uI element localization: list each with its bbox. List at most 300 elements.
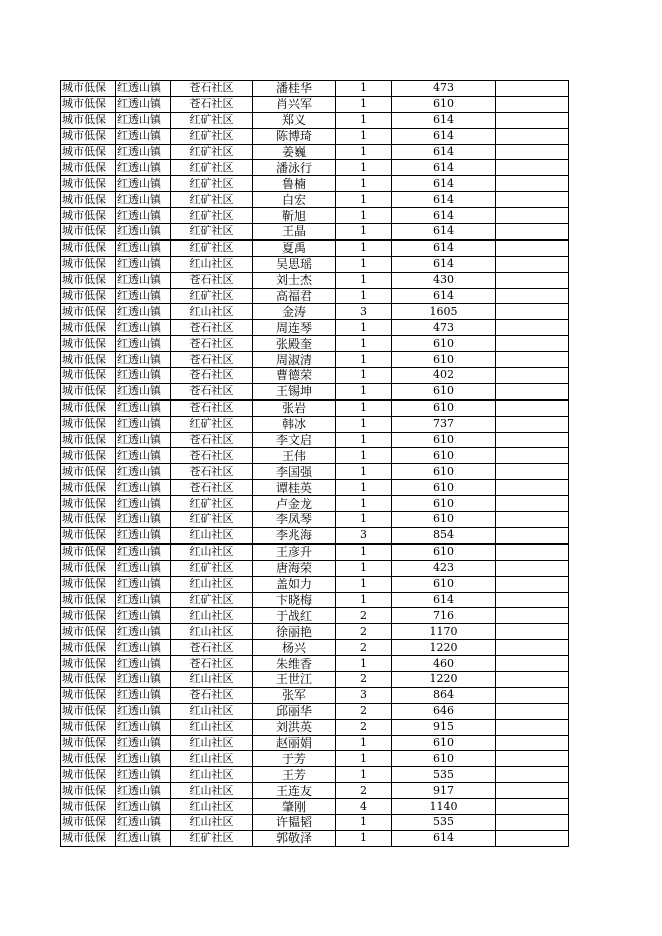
town-cell[interactable]: 红透山镇 — [116, 320, 171, 336]
town-cell[interactable]: 红透山镇 — [116, 719, 171, 735]
name-cell[interactable]: 卢金龙 — [253, 496, 336, 512]
note-cell[interactable] — [496, 176, 569, 192]
note-cell[interactable] — [496, 751, 569, 767]
town-cell[interactable]: 红透山镇 — [116, 368, 171, 384]
name-cell[interactable]: 曹德荣 — [253, 368, 336, 384]
name-cell[interactable]: 王彦升 — [253, 544, 336, 560]
town-cell[interactable]: 红透山镇 — [116, 608, 171, 624]
note-cell[interactable] — [496, 336, 569, 352]
household-count-cell[interactable]: 2 — [336, 640, 392, 656]
community-cell[interactable]: 红矿社区 — [171, 128, 253, 144]
program-cell[interactable]: 城市低保 — [61, 719, 116, 735]
amount-cell[interactable]: 460 — [392, 656, 496, 672]
household-count-cell[interactable]: 2 — [336, 624, 392, 640]
amount-cell[interactable]: 614 — [392, 192, 496, 208]
amount-cell[interactable]: 610 — [392, 336, 496, 352]
program-cell[interactable]: 城市低保 — [61, 112, 116, 128]
household-count-cell[interactable]: 1 — [336, 416, 392, 432]
name-cell[interactable]: 李文启 — [253, 432, 336, 448]
program-cell[interactable]: 城市低保 — [61, 512, 116, 528]
amount-cell[interactable]: 1220 — [392, 640, 496, 656]
amount-cell[interactable]: 610 — [392, 448, 496, 464]
community-cell[interactable]: 红矿社区 — [171, 830, 253, 846]
name-cell[interactable]: 于芳 — [253, 751, 336, 767]
community-cell[interactable]: 红山社区 — [171, 608, 253, 624]
amount-cell[interactable]: 614 — [392, 160, 496, 176]
town-cell[interactable]: 红透山镇 — [116, 144, 171, 160]
amount-cell[interactable]: 610 — [392, 480, 496, 496]
household-count-cell[interactable]: 1 — [336, 656, 392, 672]
name-cell[interactable]: 张殿奎 — [253, 336, 336, 352]
name-cell[interactable]: 谭桂英 — [253, 480, 336, 496]
household-count-cell[interactable]: 1 — [336, 160, 392, 176]
town-cell[interactable]: 红透山镇 — [116, 560, 171, 576]
household-count-cell[interactable]: 1 — [336, 400, 392, 416]
program-cell[interactable]: 城市低保 — [61, 176, 116, 192]
amount-cell[interactable]: 915 — [392, 719, 496, 735]
household-count-cell[interactable]: 1 — [336, 383, 392, 399]
name-cell[interactable]: 徐丽艳 — [253, 624, 336, 640]
name-cell[interactable]: 夏禹 — [253, 240, 336, 256]
name-cell[interactable]: 唐海荣 — [253, 560, 336, 576]
note-cell[interactable] — [496, 208, 569, 224]
note-cell[interactable] — [496, 624, 569, 640]
community-cell[interactable]: 苍石社区 — [171, 480, 253, 496]
community-cell[interactable]: 红矿社区 — [171, 560, 253, 576]
amount-cell[interactable]: 430 — [392, 272, 496, 288]
program-cell[interactable]: 城市低保 — [61, 656, 116, 672]
community-cell[interactable]: 红山社区 — [171, 751, 253, 767]
note-cell[interactable] — [496, 383, 569, 399]
name-cell[interactable]: 邱丽华 — [253, 703, 336, 719]
name-cell[interactable]: 陈博琦 — [253, 128, 336, 144]
community-cell[interactable]: 红山社区 — [171, 814, 253, 830]
name-cell[interactable]: 刘士杰 — [253, 272, 336, 288]
amount-cell[interactable]: 473 — [392, 81, 496, 97]
program-cell[interactable]: 城市低保 — [61, 320, 116, 336]
amount-cell[interactable]: 614 — [392, 112, 496, 128]
community-cell[interactable]: 苍石社区 — [171, 432, 253, 448]
town-cell[interactable]: 红透山镇 — [116, 640, 171, 656]
household-count-cell[interactable]: 1 — [336, 336, 392, 352]
household-count-cell[interactable]: 1 — [336, 512, 392, 528]
note-cell[interactable] — [496, 544, 569, 560]
program-cell[interactable]: 城市低保 — [61, 128, 116, 144]
town-cell[interactable]: 红透山镇 — [116, 544, 171, 560]
name-cell[interactable]: 刘洪英 — [253, 719, 336, 735]
program-cell[interactable]: 城市低保 — [61, 544, 116, 560]
community-cell[interactable]: 红山社区 — [171, 544, 253, 560]
name-cell[interactable]: 张军 — [253, 687, 336, 703]
community-cell[interactable]: 红山社区 — [171, 719, 253, 735]
town-cell[interactable]: 红透山镇 — [116, 624, 171, 640]
name-cell[interactable]: 张岩 — [253, 400, 336, 416]
amount-cell[interactable]: 614 — [392, 830, 496, 846]
amount-cell[interactable]: 646 — [392, 703, 496, 719]
program-cell[interactable]: 城市低保 — [61, 687, 116, 703]
program-cell[interactable]: 城市低保 — [61, 799, 116, 815]
name-cell[interactable]: 王伟 — [253, 448, 336, 464]
note-cell[interactable] — [496, 830, 569, 846]
amount-cell[interactable]: 614 — [392, 256, 496, 272]
community-cell[interactable]: 红山社区 — [171, 576, 253, 592]
town-cell[interactable]: 红透山镇 — [116, 81, 171, 97]
amount-cell[interactable]: 716 — [392, 608, 496, 624]
name-cell[interactable]: 吴思瑶 — [253, 256, 336, 272]
name-cell[interactable]: 赵丽娟 — [253, 735, 336, 751]
program-cell[interactable]: 城市低保 — [61, 96, 116, 112]
household-count-cell[interactable]: 1 — [336, 224, 392, 240]
household-count-cell[interactable]: 1 — [336, 352, 392, 368]
community-cell[interactable]: 红矿社区 — [171, 176, 253, 192]
household-count-cell[interactable]: 1 — [336, 432, 392, 448]
town-cell[interactable]: 红透山镇 — [116, 656, 171, 672]
household-count-cell[interactable]: 3 — [336, 304, 392, 320]
household-count-cell[interactable]: 2 — [336, 783, 392, 799]
name-cell[interactable]: 韩冰 — [253, 416, 336, 432]
household-count-cell[interactable]: 2 — [336, 719, 392, 735]
household-count-cell[interactable]: 1 — [336, 735, 392, 751]
name-cell[interactable]: 于战红 — [253, 608, 336, 624]
note-cell[interactable] — [496, 512, 569, 528]
program-cell[interactable]: 城市低保 — [61, 272, 116, 288]
name-cell[interactable]: 王芳 — [253, 767, 336, 783]
town-cell[interactable]: 红透山镇 — [116, 96, 171, 112]
community-cell[interactable]: 红矿社区 — [171, 592, 253, 608]
note-cell[interactable] — [496, 640, 569, 656]
program-cell[interactable]: 城市低保 — [61, 464, 116, 480]
town-cell[interactable]: 红透山镇 — [116, 751, 171, 767]
amount-cell[interactable]: 610 — [392, 735, 496, 751]
program-cell[interactable]: 城市低保 — [61, 432, 116, 448]
name-cell[interactable]: 王晶 — [253, 224, 336, 240]
community-cell[interactable]: 红矿社区 — [171, 160, 253, 176]
program-cell[interactable]: 城市低保 — [61, 416, 116, 432]
program-cell[interactable]: 城市低保 — [61, 81, 116, 97]
note-cell[interactable] — [496, 144, 569, 160]
community-cell[interactable]: 红山社区 — [171, 304, 253, 320]
household-count-cell[interactable]: 4 — [336, 799, 392, 815]
household-count-cell[interactable]: 1 — [336, 448, 392, 464]
town-cell[interactable]: 红透山镇 — [116, 416, 171, 432]
note-cell[interactable] — [496, 480, 569, 496]
town-cell[interactable]: 红透山镇 — [116, 592, 171, 608]
household-count-cell[interactable]: 1 — [336, 830, 392, 846]
amount-cell[interactable]: 1140 — [392, 799, 496, 815]
town-cell[interactable]: 红透山镇 — [116, 288, 171, 304]
name-cell[interactable]: 姜巍 — [253, 144, 336, 160]
amount-cell[interactable]: 614 — [392, 224, 496, 240]
program-cell[interactable]: 城市低保 — [61, 208, 116, 224]
program-cell[interactable]: 城市低保 — [61, 527, 116, 543]
amount-cell[interactable]: 535 — [392, 814, 496, 830]
amount-cell[interactable]: 614 — [392, 176, 496, 192]
household-count-cell[interactable]: 1 — [336, 256, 392, 272]
note-cell[interactable] — [496, 240, 569, 256]
community-cell[interactable]: 苍石社区 — [171, 640, 253, 656]
amount-cell[interactable]: 614 — [392, 144, 496, 160]
community-cell[interactable]: 红矿社区 — [171, 416, 253, 432]
community-cell[interactable]: 红矿社区 — [171, 512, 253, 528]
note-cell[interactable] — [496, 735, 569, 751]
town-cell[interactable]: 红透山镇 — [116, 272, 171, 288]
community-cell[interactable]: 红矿社区 — [171, 288, 253, 304]
note-cell[interactable] — [496, 703, 569, 719]
town-cell[interactable]: 红透山镇 — [116, 527, 171, 543]
amount-cell[interactable]: 610 — [392, 512, 496, 528]
amount-cell[interactable]: 610 — [392, 400, 496, 416]
town-cell[interactable]: 红透山镇 — [116, 160, 171, 176]
name-cell[interactable]: 金涛 — [253, 304, 336, 320]
community-cell[interactable]: 红矿社区 — [171, 144, 253, 160]
town-cell[interactable]: 红透山镇 — [116, 480, 171, 496]
amount-cell[interactable]: 610 — [392, 576, 496, 592]
note-cell[interactable] — [496, 400, 569, 416]
note-cell[interactable] — [496, 560, 569, 576]
program-cell[interactable]: 城市低保 — [61, 240, 116, 256]
town-cell[interactable]: 红透山镇 — [116, 814, 171, 830]
amount-cell[interactable]: 610 — [392, 496, 496, 512]
household-count-cell[interactable]: 1 — [336, 192, 392, 208]
household-count-cell[interactable]: 1 — [336, 176, 392, 192]
amount-cell[interactable]: 1605 — [392, 304, 496, 320]
town-cell[interactable]: 红透山镇 — [116, 735, 171, 751]
town-cell[interactable]: 红透山镇 — [116, 767, 171, 783]
town-cell[interactable]: 红透山镇 — [116, 352, 171, 368]
amount-cell[interactable]: 614 — [392, 592, 496, 608]
program-cell[interactable]: 城市低保 — [61, 288, 116, 304]
amount-cell[interactable]: 854 — [392, 527, 496, 543]
name-cell[interactable]: 郑义 — [253, 112, 336, 128]
amount-cell[interactable]: 610 — [392, 352, 496, 368]
note-cell[interactable] — [496, 527, 569, 543]
note-cell[interactable] — [496, 464, 569, 480]
community-cell[interactable]: 红矿社区 — [171, 224, 253, 240]
name-cell[interactable]: 王世江 — [253, 671, 336, 687]
community-cell[interactable]: 红山社区 — [171, 624, 253, 640]
note-cell[interactable] — [496, 192, 569, 208]
household-count-cell[interactable]: 1 — [336, 592, 392, 608]
community-cell[interactable]: 苍石社区 — [171, 352, 253, 368]
community-cell[interactable]: 红山社区 — [171, 671, 253, 687]
name-cell[interactable]: 李兆海 — [253, 527, 336, 543]
community-cell[interactable]: 红矿社区 — [171, 208, 253, 224]
program-cell[interactable]: 城市低保 — [61, 592, 116, 608]
note-cell[interactable] — [496, 608, 569, 624]
community-cell[interactable]: 红山社区 — [171, 703, 253, 719]
town-cell[interactable]: 红透山镇 — [116, 687, 171, 703]
note-cell[interactable] — [496, 160, 569, 176]
note-cell[interactable] — [496, 224, 569, 240]
name-cell[interactable]: 潘桂华 — [253, 81, 336, 97]
town-cell[interactable]: 红透山镇 — [116, 671, 171, 687]
name-cell[interactable]: 李国强 — [253, 464, 336, 480]
amount-cell[interactable]: 402 — [392, 368, 496, 384]
amount-cell[interactable]: 610 — [392, 96, 496, 112]
amount-cell[interactable]: 610 — [392, 751, 496, 767]
household-count-cell[interactable]: 1 — [336, 767, 392, 783]
program-cell[interactable]: 城市低保 — [61, 751, 116, 767]
community-cell[interactable]: 苍石社区 — [171, 448, 253, 464]
note-cell[interactable] — [496, 799, 569, 815]
note-cell[interactable] — [496, 687, 569, 703]
household-count-cell[interactable]: 1 — [336, 480, 392, 496]
amount-cell[interactable]: 535 — [392, 767, 496, 783]
name-cell[interactable]: 高福君 — [253, 288, 336, 304]
program-cell[interactable]: 城市低保 — [61, 336, 116, 352]
amount-cell[interactable]: 610 — [392, 432, 496, 448]
household-count-cell[interactable]: 1 — [336, 96, 392, 112]
program-cell[interactable]: 城市低保 — [61, 703, 116, 719]
program-cell[interactable]: 城市低保 — [61, 368, 116, 384]
household-count-cell[interactable]: 1 — [336, 560, 392, 576]
town-cell[interactable]: 红透山镇 — [116, 448, 171, 464]
household-count-cell[interactable]: 1 — [336, 464, 392, 480]
note-cell[interactable] — [496, 368, 569, 384]
town-cell[interactable]: 红透山镇 — [116, 400, 171, 416]
household-count-cell[interactable]: 2 — [336, 671, 392, 687]
program-cell[interactable]: 城市低保 — [61, 560, 116, 576]
program-cell[interactable]: 城市低保 — [61, 304, 116, 320]
name-cell[interactable]: 周淑清 — [253, 352, 336, 368]
note-cell[interactable] — [496, 592, 569, 608]
name-cell[interactable]: 王连友 — [253, 783, 336, 799]
household-count-cell[interactable]: 1 — [336, 272, 392, 288]
amount-cell[interactable]: 737 — [392, 416, 496, 432]
note-cell[interactable] — [496, 767, 569, 783]
town-cell[interactable]: 红透山镇 — [116, 576, 171, 592]
name-cell[interactable]: 许韫韬 — [253, 814, 336, 830]
household-count-cell[interactable]: 1 — [336, 128, 392, 144]
note-cell[interactable] — [496, 448, 569, 464]
town-cell[interactable]: 红透山镇 — [116, 830, 171, 846]
program-cell[interactable]: 城市低保 — [61, 192, 116, 208]
household-count-cell[interactable]: 1 — [336, 81, 392, 97]
program-cell[interactable]: 城市低保 — [61, 224, 116, 240]
town-cell[interactable]: 红透山镇 — [116, 432, 171, 448]
household-count-cell[interactable]: 1 — [336, 368, 392, 384]
program-cell[interactable]: 城市低保 — [61, 576, 116, 592]
town-cell[interactable]: 红透山镇 — [116, 256, 171, 272]
community-cell[interactable]: 红山社区 — [171, 799, 253, 815]
household-count-cell[interactable]: 1 — [336, 320, 392, 336]
note-cell[interactable] — [496, 576, 569, 592]
note-cell[interactable] — [496, 656, 569, 672]
town-cell[interactable]: 红透山镇 — [116, 512, 171, 528]
community-cell[interactable]: 红矿社区 — [171, 496, 253, 512]
note-cell[interactable] — [496, 814, 569, 830]
household-count-cell[interactable]: 1 — [336, 144, 392, 160]
program-cell[interactable]: 城市低保 — [61, 814, 116, 830]
program-cell[interactable]: 城市低保 — [61, 352, 116, 368]
community-cell[interactable]: 红山社区 — [171, 256, 253, 272]
note-cell[interactable] — [496, 304, 569, 320]
amount-cell[interactable]: 917 — [392, 783, 496, 799]
program-cell[interactable]: 城市低保 — [61, 448, 116, 464]
program-cell[interactable]: 城市低保 — [61, 496, 116, 512]
community-cell[interactable]: 红矿社区 — [171, 112, 253, 128]
town-cell[interactable]: 红透山镇 — [116, 176, 171, 192]
community-cell[interactable]: 苍石社区 — [171, 656, 253, 672]
name-cell[interactable]: 肇刚 — [253, 799, 336, 815]
amount-cell[interactable]: 614 — [392, 288, 496, 304]
program-cell[interactable]: 城市低保 — [61, 735, 116, 751]
note-cell[interactable] — [496, 432, 569, 448]
name-cell[interactable]: 潘泳行 — [253, 160, 336, 176]
note-cell[interactable] — [496, 416, 569, 432]
community-cell[interactable]: 红山社区 — [171, 767, 253, 783]
program-cell[interactable]: 城市低保 — [61, 640, 116, 656]
note-cell[interactable] — [496, 128, 569, 144]
household-count-cell[interactable]: 1 — [336, 112, 392, 128]
name-cell[interactable]: 李凤琴 — [253, 512, 336, 528]
household-count-cell[interactable]: 1 — [336, 576, 392, 592]
household-count-cell[interactable]: 1 — [336, 208, 392, 224]
town-cell[interactable]: 红透山镇 — [116, 224, 171, 240]
program-cell[interactable]: 城市低保 — [61, 480, 116, 496]
household-count-cell[interactable]: 1 — [336, 496, 392, 512]
note-cell[interactable] — [496, 352, 569, 368]
program-cell[interactable]: 城市低保 — [61, 144, 116, 160]
name-cell[interactable]: 鲁楠 — [253, 176, 336, 192]
town-cell[interactable]: 红透山镇 — [116, 783, 171, 799]
name-cell[interactable]: 靳旭 — [253, 208, 336, 224]
community-cell[interactable]: 苍石社区 — [171, 81, 253, 97]
town-cell[interactable]: 红透山镇 — [116, 336, 171, 352]
household-count-cell[interactable]: 2 — [336, 608, 392, 624]
amount-cell[interactable]: 423 — [392, 560, 496, 576]
program-cell[interactable]: 城市低保 — [61, 783, 116, 799]
community-cell[interactable]: 红山社区 — [171, 783, 253, 799]
amount-cell[interactable]: 614 — [392, 128, 496, 144]
community-cell[interactable]: 苍石社区 — [171, 400, 253, 416]
household-count-cell[interactable]: 3 — [336, 527, 392, 543]
household-count-cell[interactable]: 2 — [336, 703, 392, 719]
note-cell[interactable] — [496, 496, 569, 512]
note-cell[interactable] — [496, 288, 569, 304]
name-cell[interactable]: 肖兴军 — [253, 96, 336, 112]
town-cell[interactable]: 红透山镇 — [116, 192, 171, 208]
community-cell[interactable]: 苍石社区 — [171, 336, 253, 352]
town-cell[interactable]: 红透山镇 — [116, 464, 171, 480]
community-cell[interactable]: 苍石社区 — [171, 272, 253, 288]
amount-cell[interactable]: 610 — [392, 544, 496, 560]
community-cell[interactable]: 苍石社区 — [171, 368, 253, 384]
community-cell[interactable]: 红山社区 — [171, 735, 253, 751]
note-cell[interactable] — [496, 112, 569, 128]
community-cell[interactable]: 苍石社区 — [171, 464, 253, 480]
household-count-cell[interactable]: 1 — [336, 240, 392, 256]
note-cell[interactable] — [496, 96, 569, 112]
amount-cell[interactable]: 614 — [392, 240, 496, 256]
note-cell[interactable] — [496, 719, 569, 735]
note-cell[interactable] — [496, 783, 569, 799]
community-cell[interactable]: 苍石社区 — [171, 320, 253, 336]
town-cell[interactable]: 红透山镇 — [116, 304, 171, 320]
program-cell[interactable]: 城市低保 — [61, 160, 116, 176]
program-cell[interactable]: 城市低保 — [61, 830, 116, 846]
program-cell[interactable]: 城市低保 — [61, 767, 116, 783]
note-cell[interactable] — [496, 256, 569, 272]
community-cell[interactable]: 苍石社区 — [171, 96, 253, 112]
amount-cell[interactable]: 610 — [392, 383, 496, 399]
amount-cell[interactable]: 610 — [392, 464, 496, 480]
name-cell[interactable]: 周连琴 — [253, 320, 336, 336]
name-cell[interactable]: 白宏 — [253, 192, 336, 208]
household-count-cell[interactable]: 1 — [336, 814, 392, 830]
note-cell[interactable] — [496, 81, 569, 97]
community-cell[interactable]: 红山社区 — [171, 527, 253, 543]
